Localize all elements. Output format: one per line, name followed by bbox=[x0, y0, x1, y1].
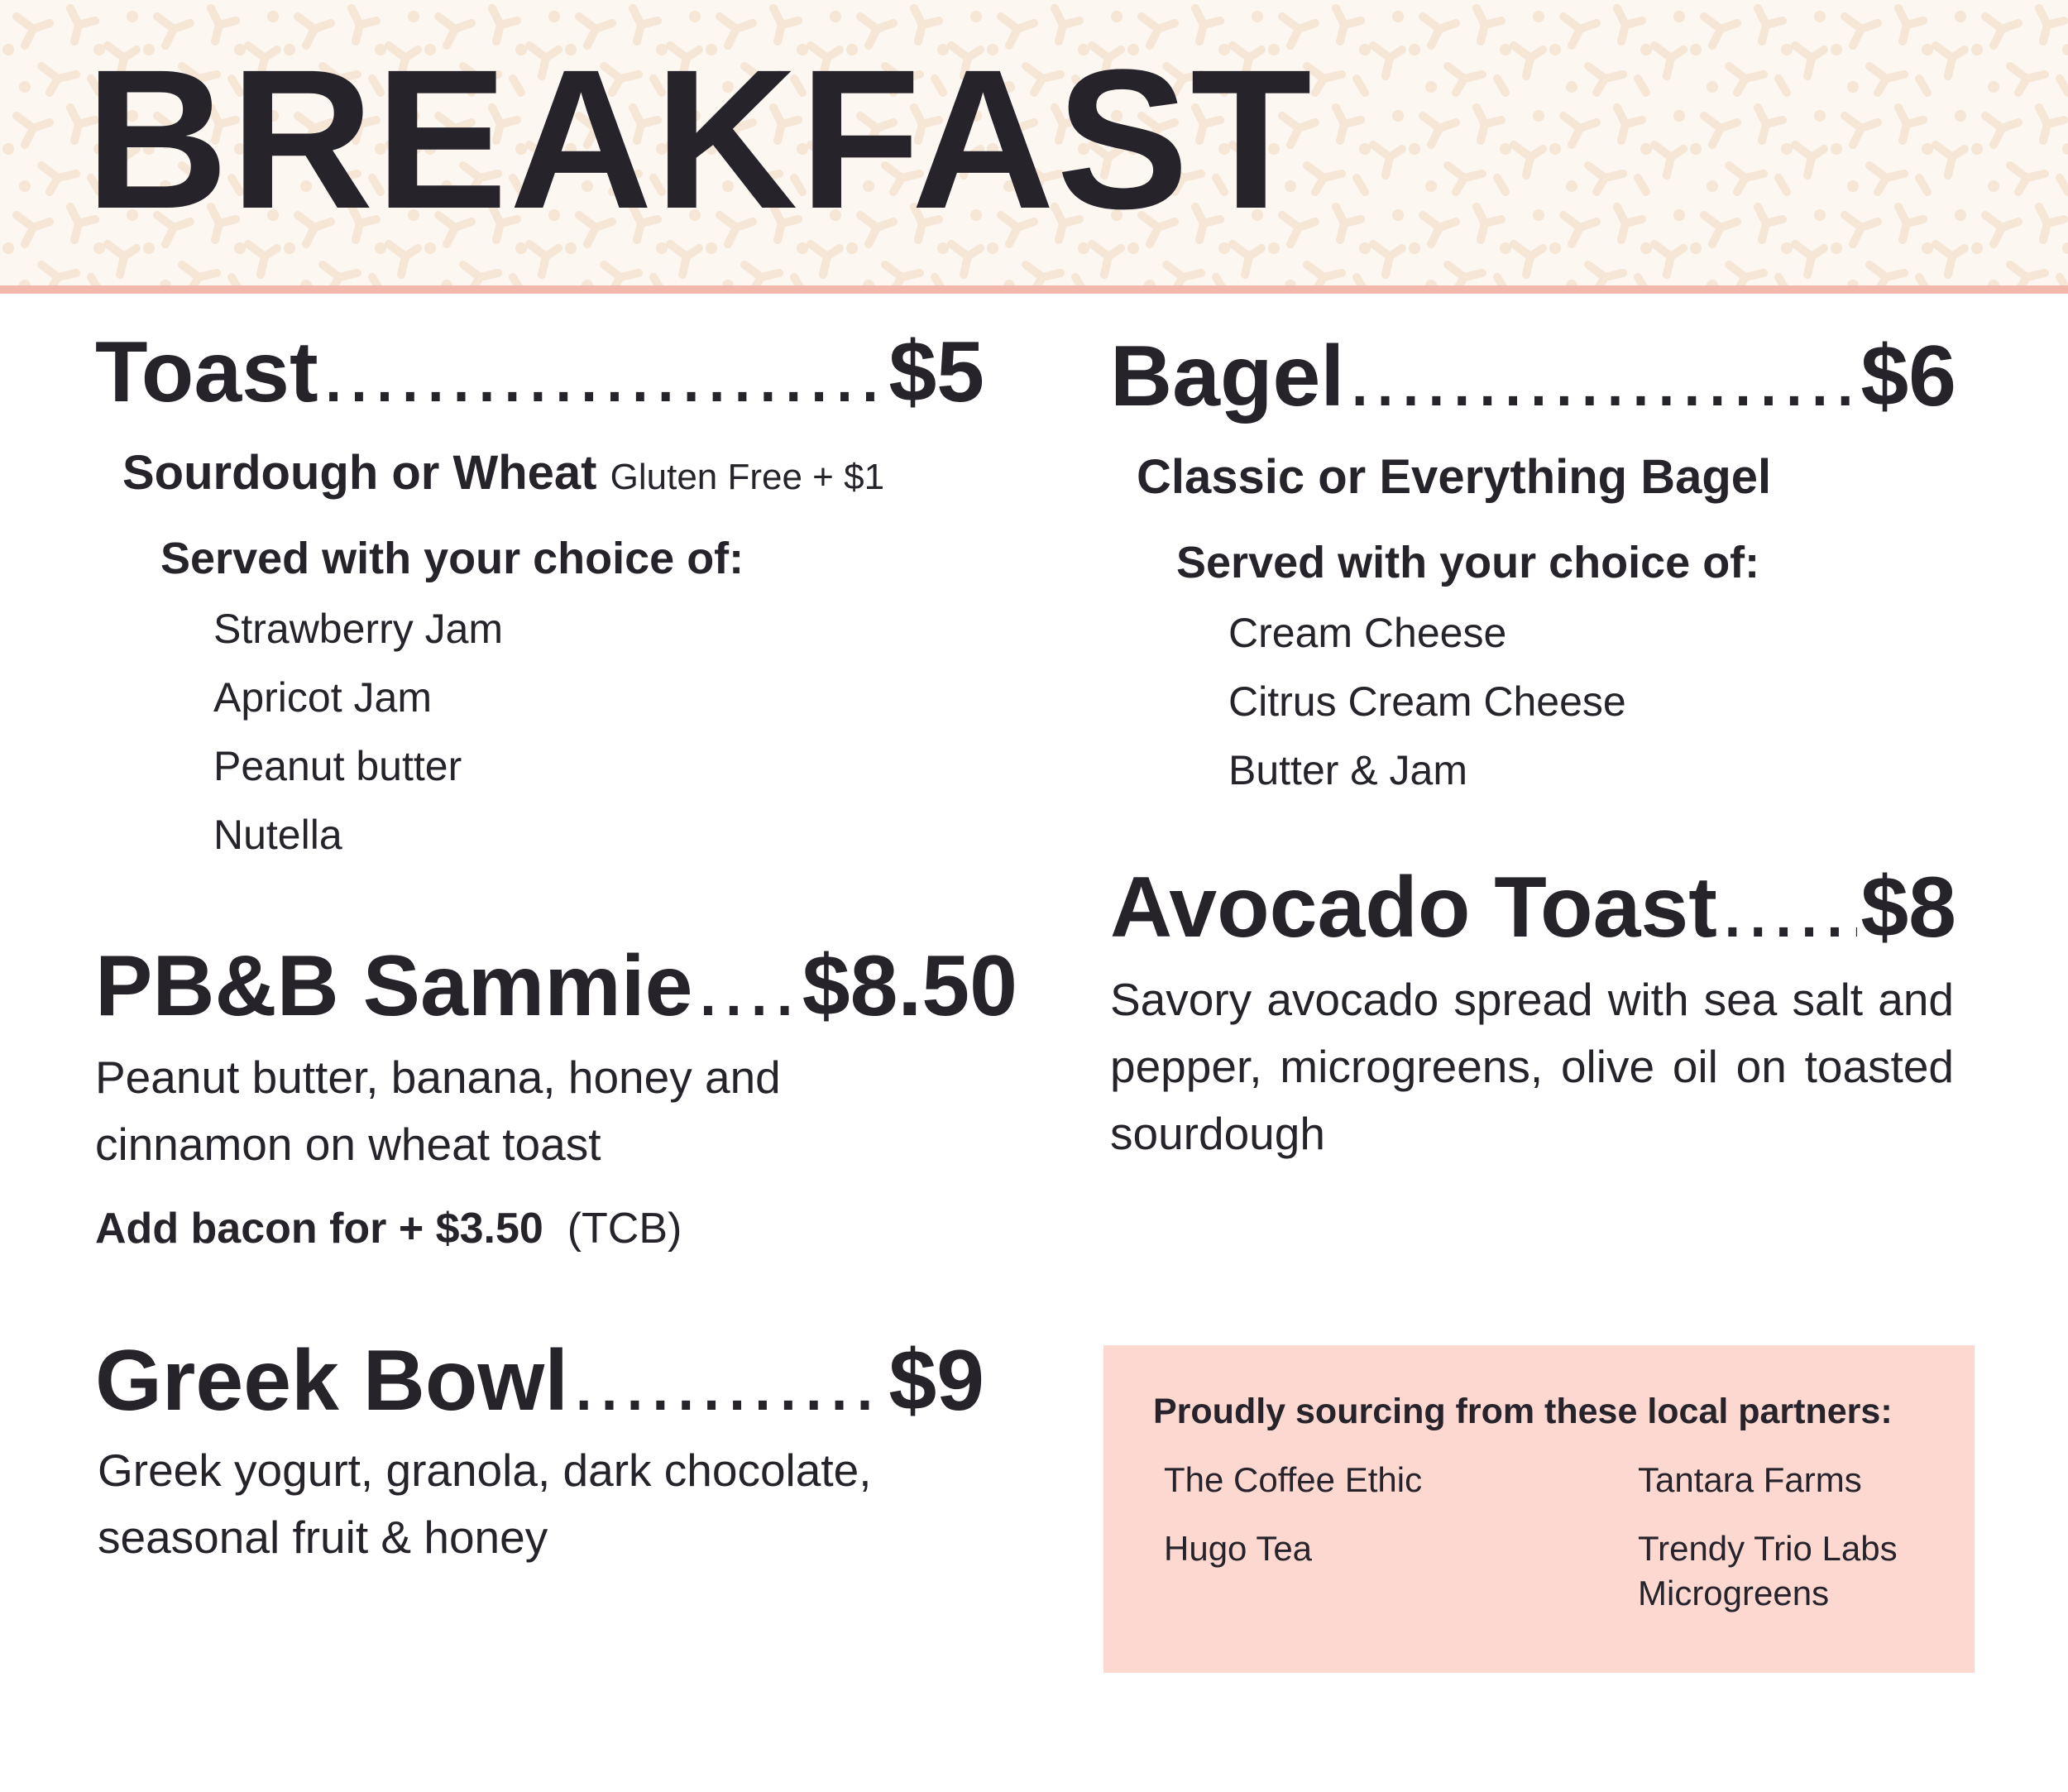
toast-subtitle bbox=[122, 446, 885, 500]
toast-served-label: Served with your choice of: bbox=[160, 534, 744, 583]
partner-name: Hugo Tea bbox=[1164, 1529, 1313, 1568]
bagel-option: Butter & Jam bbox=[1228, 747, 1467, 793]
header-banner bbox=[0, 0, 2068, 285]
partners-heading: Proudly sourcing from these local partners: bbox=[1153, 1392, 1893, 1431]
item-header bbox=[1110, 860, 1956, 956]
partner-name: Trendy Trio Labs bbox=[1638, 1529, 1898, 1568]
description-line: Greek yogurt, granola, dark chocolate, bbox=[98, 1445, 872, 1496]
toast-option: Nutella bbox=[213, 812, 342, 858]
item-header bbox=[95, 324, 984, 420]
item-price: $9 bbox=[888, 1333, 984, 1429]
avocado-description: Savory avocado spread with sea salt and pepper, microgreens, olive oil on toasted sourdough bbox=[1110, 974, 1954, 1159]
menu-item-toast bbox=[95, 324, 984, 420]
dot-leader bbox=[696, 943, 798, 1029]
pbb-description bbox=[95, 1044, 1005, 1178]
pbb-addon bbox=[95, 1204, 682, 1253]
menu-item-avocado-toast bbox=[1110, 860, 1956, 956]
dot-leader bbox=[572, 1338, 885, 1424]
item-name: Bagel bbox=[1110, 328, 1345, 424]
bagel-option: Cream Cheese bbox=[1228, 610, 1507, 656]
item-name: Greek Bowl bbox=[95, 1333, 569, 1429]
bagel-served-label: Served with your choice of: bbox=[1176, 538, 1760, 587]
subtitle-text: Sourdough or Wheat bbox=[122, 446, 597, 500]
description-line: Peanut butter, banana, honey and bbox=[95, 1052, 781, 1103]
local-partners-panel bbox=[1103, 1345, 1975, 1673]
item-header bbox=[95, 1333, 984, 1429]
menu-item-bagel bbox=[1110, 328, 1956, 424]
partner-name: Microgreens bbox=[1638, 1574, 1830, 1612]
dot-leader bbox=[1348, 333, 1857, 419]
dot-leader bbox=[322, 329, 886, 415]
menu-item-greek-bowl bbox=[95, 1333, 984, 1429]
toast-option: Apricot Jam bbox=[213, 674, 432, 721]
item-price: $6 bbox=[1860, 328, 1956, 424]
dot-leader bbox=[1721, 865, 1857, 951]
description-line: seasonal fruit & honey bbox=[98, 1512, 548, 1563]
item-name: Toast bbox=[95, 324, 318, 420]
page-title: BREAKFAST bbox=[85, 28, 1314, 250]
bagel-option: Citrus Cream Cheese bbox=[1228, 678, 1626, 725]
toast-option: Strawberry Jam bbox=[213, 606, 504, 652]
item-header bbox=[95, 938, 1017, 1034]
item-price: $8 bbox=[1860, 860, 1956, 956]
header-divider bbox=[0, 285, 2068, 294]
item-name: Avocado Toast bbox=[1110, 860, 1717, 956]
toast-option: Peanut butter bbox=[213, 743, 462, 789]
partner-name: The Coffee Ethic bbox=[1164, 1460, 1423, 1499]
item-header bbox=[1110, 328, 1956, 424]
addon-text: Add bacon for + $3.50 bbox=[95, 1205, 543, 1253]
addon-note: (TCB) bbox=[567, 1205, 682, 1253]
menu-item-pbb-sammie bbox=[95, 938, 1017, 1034]
bagel-subtitle: Classic or Everything Bagel bbox=[1137, 450, 1772, 504]
description-line: cinnamon on wheat toast bbox=[95, 1119, 601, 1170]
greek-description bbox=[98, 1437, 1008, 1571]
partner-name: Tantara Farms bbox=[1638, 1460, 1862, 1499]
subtitle-note: Gluten Free + $1 bbox=[610, 457, 885, 497]
item-name: PB&B Sammie bbox=[95, 938, 693, 1034]
item-price: $5 bbox=[888, 324, 984, 420]
item-price: $8.50 bbox=[802, 938, 1017, 1034]
